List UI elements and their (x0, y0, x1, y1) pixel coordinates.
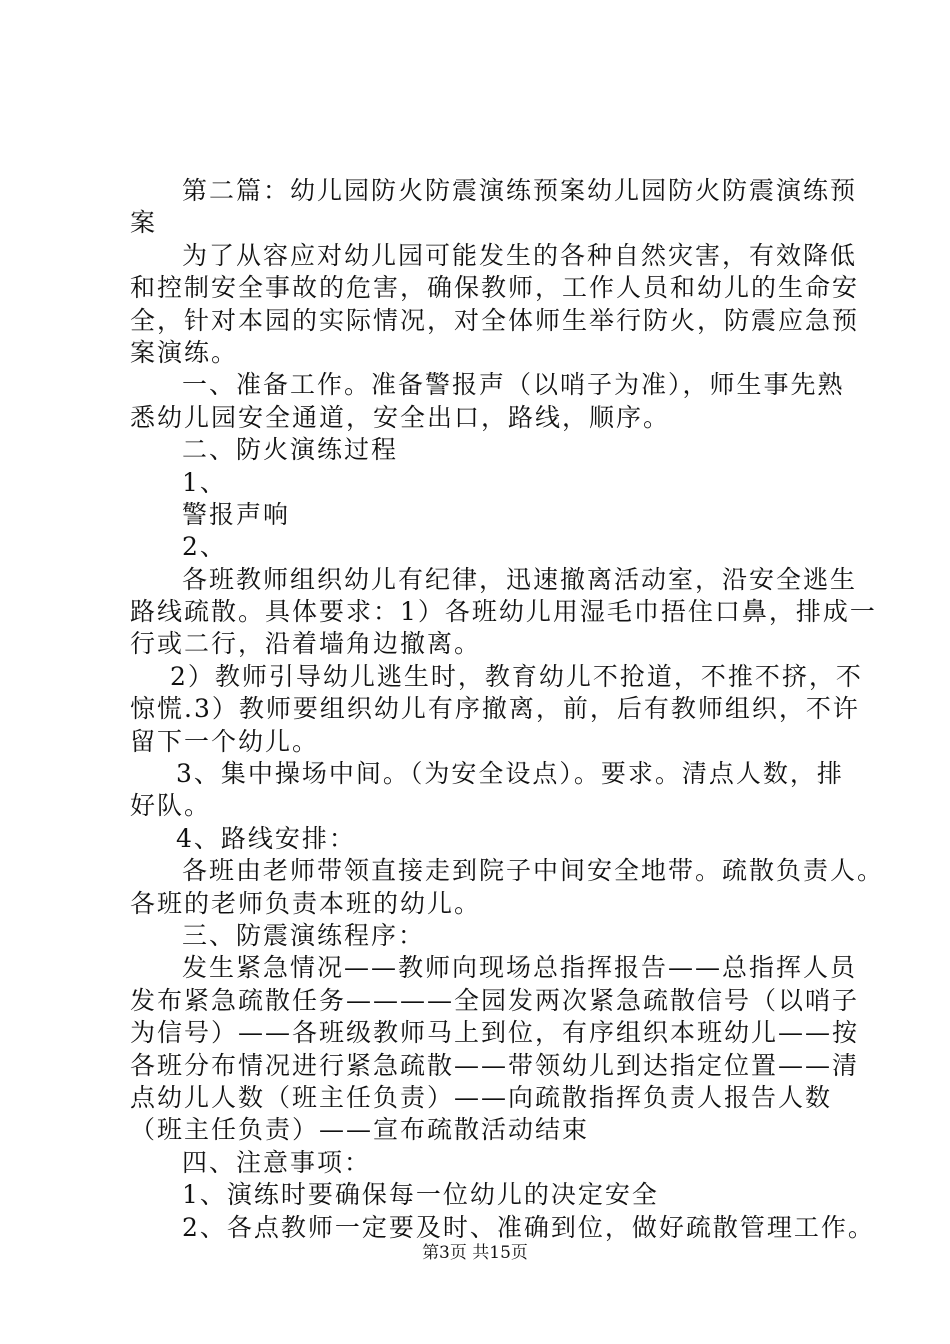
text-line: 案 (130, 208, 158, 238)
text-line: 各班教师组织幼儿有纪律，迅速撤离活动室，沿安全逃生 (182, 564, 858, 594)
text-line: 悉幼儿园安全通道，安全出口，路线，顺序。 (130, 402, 671, 432)
text-line: 点幼儿人数（班主任负责）——向疏散指挥负责人报告人数 (130, 1082, 833, 1112)
text-line: 警报声响 (182, 499, 291, 529)
text-line: 2、各点教师一定要及时、准确到位，做好疏散管理工作。 (182, 1212, 875, 1242)
page-number-footer: 第3页 共15页 (422, 1243, 528, 1263)
text-line: 为信号）——各班级教师马上到位，有序组织本班幼儿——按 (130, 1018, 860, 1048)
text-line: 为了从容应对幼儿园可能发生的各种自然灾害，有效降低 (182, 240, 858, 270)
text-line: 各班由老师带领直接走到院子中间安全地带。疏散负责人。 (182, 856, 885, 886)
text-line: 2、 (182, 532, 227, 562)
text-line: 一、准备工作。准备警报声（以哨子为准），师生事先熟 (182, 370, 845, 400)
text-line: 案演练。 (130, 337, 239, 367)
text-line: 发布紧急疏散任务————全园发两次紧急疏散信号（以哨子 (130, 985, 860, 1015)
text-line: 四、注意事项： (182, 1147, 372, 1177)
text-line: 行或二行，沿着墙角边撤离。 (130, 629, 482, 659)
text-line: 1、 (182, 467, 227, 497)
text-line: 第二篇：幼儿园防火防震演练预案幼儿园防火防震演练预 (182, 176, 858, 205)
text-line: 留下一个幼儿。 (130, 726, 320, 756)
text-line: （班主任负责）——宣布疏散活动结束 (130, 1115, 590, 1145)
text-line: 全，针对本园的实际情况，对全体师生举行防火，防震应急预 (130, 305, 860, 335)
text-line: 三、防震演练程序： (182, 920, 426, 950)
text-line: 各班分布情况进行紧急疏散——带领幼儿到达指定位置——清 (130, 1050, 860, 1080)
text-line: 4、路线安排： (176, 823, 356, 853)
text-line: 发生紧急情况——教师向现场总指挥报告——总指挥人员 (182, 953, 858, 983)
text-line: 好队。 (130, 791, 212, 821)
text-line: 和控制安全事故的危害，确保教师，工作人员和幼儿的生命安 (130, 273, 860, 303)
text-line: 二、防火演练过程 (182, 435, 399, 465)
document-body (130, 175, 885, 1244)
text-line: 路线疏散。具体要求：1）各班幼儿用湿毛巾捂住口鼻，排成一 (130, 597, 877, 627)
text-line: 2）教师引导幼儿逃生时，教育幼儿不抢道，不推不挤，不 (170, 661, 863, 691)
text-line: 惊慌.3）教师要组织幼儿有序撤离，前，后有教师组织，不许 (130, 694, 860, 724)
text-line: 各班的老师负责本班的幼儿。 (130, 888, 482, 918)
text-line: 1、演练时要确保每一位幼儿的决定安全 (182, 1180, 659, 1210)
text-line: 3、集中操场中间。（为安全设点）。要求。清点人数，排 (176, 759, 844, 789)
